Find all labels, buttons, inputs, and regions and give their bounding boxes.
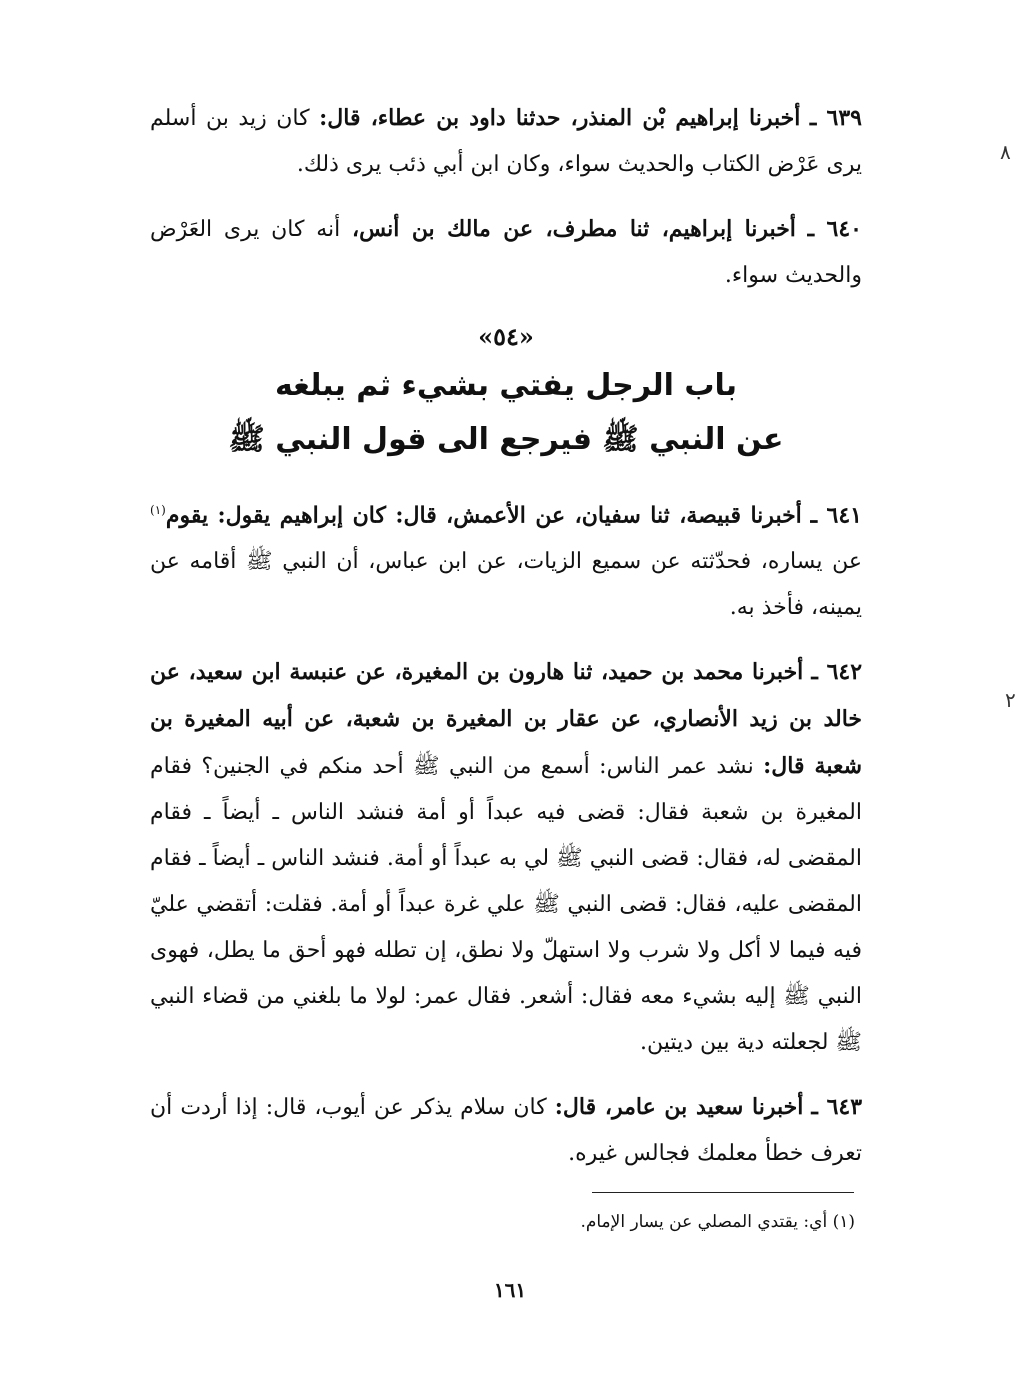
entry-text: نشد عمر الناس: أسمع من النبي ﷺ أحد منكم في الجنين؟ فقام المغيرة بن شعبة فقال: قضى فيه عبداً أو أمة فنشد الناس ـ أيضاً ـ فقام المقضى له، فقال: قضى النبي ﷺ لي به عبداً أو أمة. فنشد الناس ـ أيضاً ـ فقام المقضى عليه، فقال: قضى النبي ﷺ علي غرة عبداً أو أمة. فقلت: أتقضي عليّ فيه فيما لا أكل ولا شرب ولا استهلّ ولا نطق، إن تطله فهو أحق ما يطل، فهوى النبي ﷺ إليه بشيء معه فقال: أشعر. فقال عمر: لولا ما بلغني من قضاء النبي ﷺ لجعلته دية بين ديتين. [150,754,862,1056]
chapter-title-line-2: عن النبي ﷺ فيرجع الى قول النبي ﷺ [228,422,784,457]
hadith-entry-641 [150,487,862,631]
margin-mark-middle: ٢ [1005,688,1016,712]
entry-number: ٦٤٢ ـ [811,659,863,686]
entry-text: كان زيد بن أسلم يرى عَرْض الكتاب والحديث سواء، وكان ابن أبي ذئب يرى ذلك. [150,106,862,177]
chapter-title [150,359,862,467]
entry-number: ٦٣٩ ـ [809,105,862,131]
hadith-entry-640 [150,206,862,299]
chapter-title-line-1: باب الرجل يفتي بشيء ثم يبلغه [274,368,738,403]
footnote-divider [592,1192,854,1193]
entry-number: ٦٤٠ ـ [807,216,862,242]
footnote-ref: (١) [150,503,166,517]
hadith-entry-643 [150,1084,862,1177]
entry-isnad: أخبرنا إبراهيم بْن المنذر، حدثنا داود بن عطاء، قال: [319,105,801,131]
entry-text: كان سلام يذكر عن أيوب، قال: إذا أردت أن تعرف خطأ معلمك فجالس غيره. [150,1095,862,1167]
hadith-entry-639 [150,95,862,188]
entry-isnad: أخبرنا إبراهيم، ثنا مطرف، عن مالك بن أنس، [352,216,796,242]
hadith-entry-642 [150,649,862,1066]
entry-isnad: أخبرنا سعيد بن عامر، قال: [554,1094,804,1121]
margin-mark-top: ٨ [1000,140,1011,164]
page-body [150,95,862,1195]
entry-number: ٦٤١ ـ [810,502,862,529]
entry-text: أنه كان يرى العَرْض والحديث سواء. [150,217,862,288]
entry-text: عن يساره، فحدّثته عن سميع الزيات، عن ابن عباس، أن النبي ﷺ أقامه عن يمينه، فأخذ به. [150,549,862,621]
entry-number: ٦٤٣ ـ [811,1094,863,1121]
entry-isnad: أخبرنا قبيصة، ثنا سفيان، عن الأعمش، قال: كان إبراهيم يقول: يقوم [165,502,802,529]
entry-isnad: أخبرنا محمد بن حميد، ثنا هارون بن المغيرة، عن عنبسة ابن سعيد، عن خالد بن زيد الأنصاري، عن عقار بن المغيرة بن شعبة، عن أبيه المغيرة بن شعبة قال: [150,659,863,780]
chapter-number: «٥٤» [478,322,534,351]
footnote: (١) أي: يقتدي المصلي عن يسار الإمام. [580,1212,855,1232]
page-number: ١٦١ [493,1278,527,1302]
